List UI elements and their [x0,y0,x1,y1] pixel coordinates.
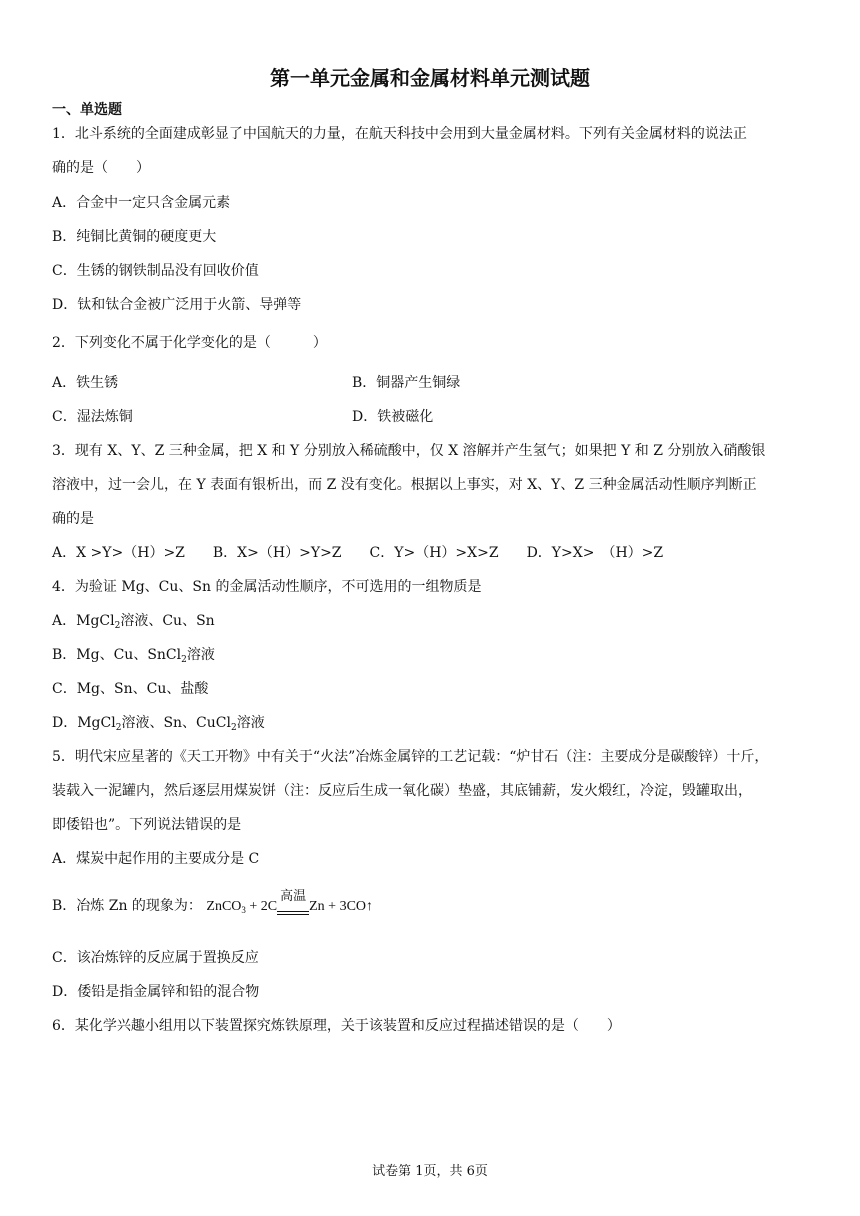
q2-option-d: D．铁被磁化 [352,409,434,425]
q4-d-post: 溶液 [236,715,265,731]
q2-stem: 2．下列变化不属于化学变化的是（ ） [52,335,327,351]
q5-eq-lhs-sub: 3 [241,905,246,915]
q4-a-post: 溶液、Cu、Sn [120,613,215,629]
q5-option-a: A．煤炭中起作用的主要成分是 C [52,851,260,867]
q5-b-label: B．冶炼 Zn 的现象为： [52,898,202,914]
q4-d-pre: D．MgCl [52,715,116,731]
q4-option-d [52,713,265,738]
q2-option-b: B．铜器产生铜绿 [352,375,461,391]
q3-stem-line1: 3．现有 X、Y、Z 三种金属，把 X 和 Y 分别放入稀硫酸中，仅 X 溶解并产生氢气；如果把 Y 和 Z 分别放入硝酸银 [52,443,766,459]
q5-eq-lhs-rest: + 2C [245,899,278,914]
q4-b-pre: B．Mg、Cu、SnCl [52,647,182,663]
q2-option-c: C．湿法炼铜 [52,409,133,425]
q4-option-a [52,611,215,636]
q1-option-c: C．生锈的钢铁制品没有回收价值 [52,263,259,279]
reaction-equals-sign [277,888,309,920]
q1-stem-line1: 1．北斗系统的全面建成彰显了中国航天的力量，在航天科技中会用到大量金属材料。下列有关金属材料的说法正 [52,126,747,142]
q5-equation [206,888,374,915]
q5-option-b [52,888,374,920]
q5-option-d: D．倭铅是指金属锌和铅的混合物 [52,984,260,1000]
q3-options: A．X >Y>（H）>Z B．X>（H）>Y>Z C．Y>（H）>X>Z D．Y>X> （H）>Z [52,545,664,561]
page-footer: 试卷第 1页，共 6页 [372,1164,488,1179]
q4-stem: 4．为验证 Mg、Cu、Sn 的金属活动性顺序，不可选用的一组物质是 [52,579,482,595]
section-heading: 一、单选题 [52,102,122,118]
q4-option-b [52,645,215,670]
q5-eq-lhs: ZnCO [206,899,242,914]
q3-stem-line2: 溶液中，过一会儿，在 Y 表面有银析出，而 Z 没有变化。根据以上事实，对 X、Y、Z 三种金属活动性顺序判断正 [52,477,757,493]
q4-b-sub: 2 [181,655,187,665]
q1-option-d: D．钛和钛合金被广泛用于火箭、导弹等 [52,297,302,313]
q4-d-sub1: 2 [115,723,122,733]
q5-eq-rhs: Zn + 3CO↑ [309,899,374,914]
q5-stem-line2: 装载入一泥罐内，然后逐层用煤炭饼（注：反应后生成一氧化碳）垫盛，其底铺薪，发火煅红，冷淀，毁罐取出， [52,783,752,799]
q4-d-sub2: 2 [230,723,237,733]
q5-stem-line3: 即倭铅也”。下列说法错误的是 [52,817,242,833]
q5-eq-condition: 高温 [280,888,307,903]
q1-option-a: A．合金中一定只含金属元素 [52,195,231,211]
q6-stem: 6．某化学兴趣小组用以下装置探究炼铁原理，关于该装置和反应过程描述错误的是（ ） [52,1018,621,1034]
q5-stem-line1: 5．明代宋应星著的《天工开物》中有关于“火法”冶炼金属锌的工艺记载：“炉甘石（注：主要成分是碳酸锌）十斤， [52,749,769,765]
q1-option-b: B．纯铜比黄铜的硬度更大 [52,229,217,245]
q4-b-post: 溶液 [186,647,215,663]
q4-d-mid: 溶液、Sn、CuCl [121,715,231,731]
q5-option-c: C．该冶炼锌的反应属于置换反应 [52,950,259,966]
page-title: 第一单元金属和金属材料单元测试题 [270,66,590,90]
q4-a-sub: 2 [114,621,121,631]
q4-a-pre: A．MgCl [52,613,115,629]
q3-stem-line3: 确的是 [52,511,94,527]
q1-stem-line2: 确的是（ ） [52,160,150,176]
q4-option-c: C．Mg、Sn、Cu、盐酸 [52,681,209,697]
q2-option-a: A．铁生锈 [52,375,119,391]
